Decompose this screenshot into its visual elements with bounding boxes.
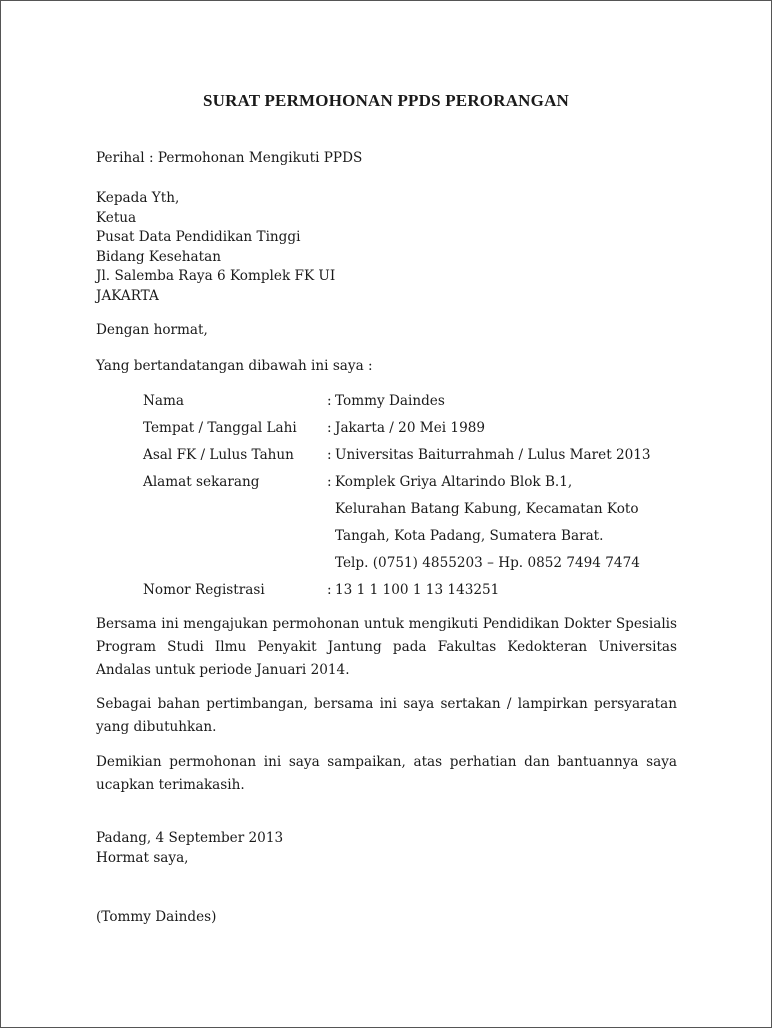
address-line: Kelurahan Batang Kabung, Kecamatan Koto: [335, 501, 639, 517]
body-paragraph: Sebagai bahan pertimbangan, bersama ini saya sertakan / lampirkan persyaratan yang dibutuhkan.: [96, 696, 677, 735]
info-value: Universitas Baiturrahmah / Lulus Maret 2013: [335, 447, 651, 463]
signature-name: (Tommy Daindes): [96, 909, 217, 925]
info-value: 13 1 1 100 1 13 143251: [335, 582, 500, 598]
info-value: Komplek Griya Altarindo Blok B.1,: [335, 474, 573, 490]
place-date: Padang, 4 September 2013: [96, 830, 284, 846]
info-separator: :: [327, 582, 332, 598]
body-paragraph: Bersama ini mengajukan permohonan untuk mengikuti Pendidikan Dokter Spesialis Program Studi Ilmu Penyakit Jantung pada Fakultas Kedokteran Universitas Andalas untuk periode Januari 2014.: [96, 616, 677, 678]
info-label: Nomor Registrasi: [143, 582, 265, 598]
info-label: Tempat / Tanggal Lahi: [143, 420, 297, 436]
info-separator: :: [327, 474, 332, 490]
intro-line: Yang bertandatangan dibawah ini saya :: [96, 358, 373, 374]
info-separator: :: [327, 447, 332, 463]
address-line: Telp. (0751) 4855203 – Hp. 0852 7494 7474: [335, 555, 640, 571]
recipient-line: Kepada Yth,: [96, 190, 180, 206]
info-separator: :: [327, 393, 332, 409]
info-separator: :: [327, 420, 332, 436]
info-label: Alamat sekarang: [143, 474, 260, 490]
letter-title: SURAT PERMOHONAN PPDS PERORANGAN: [202, 91, 570, 110]
info-value: Jakarta / 20 Mei 1989: [335, 420, 486, 436]
recipient-line: JAKARTA: [96, 287, 159, 304]
body-paragraph: Demikian permohonan ini saya sampaikan, atas perhatian dan bantuannya saya ucapkan terimakasih.: [96, 754, 677, 793]
perihal-line: Perihal : Permohonan Mengikuti PPDS: [96, 150, 363, 166]
address-line: Tangah, Kota Padang, Sumatera Barat.: [335, 528, 604, 544]
info-value: Tommy Daindes: [335, 393, 445, 409]
recipient-line: Jl. Salemba Raya 6 Komplek FK UI: [96, 268, 336, 284]
info-label: Asal FK / Lulus Tahun: [143, 447, 294, 463]
closing: Hormat saya,: [96, 850, 189, 866]
greeting: Dengan hormat,: [96, 322, 208, 338]
info-label: Nama: [143, 393, 184, 409]
recipient-line: Ketua: [96, 209, 137, 226]
recipient-line: Pusat Data Pendidikan Tinggi: [96, 229, 301, 245]
recipient-line: Bidang Kesehatan: [96, 248, 221, 265]
